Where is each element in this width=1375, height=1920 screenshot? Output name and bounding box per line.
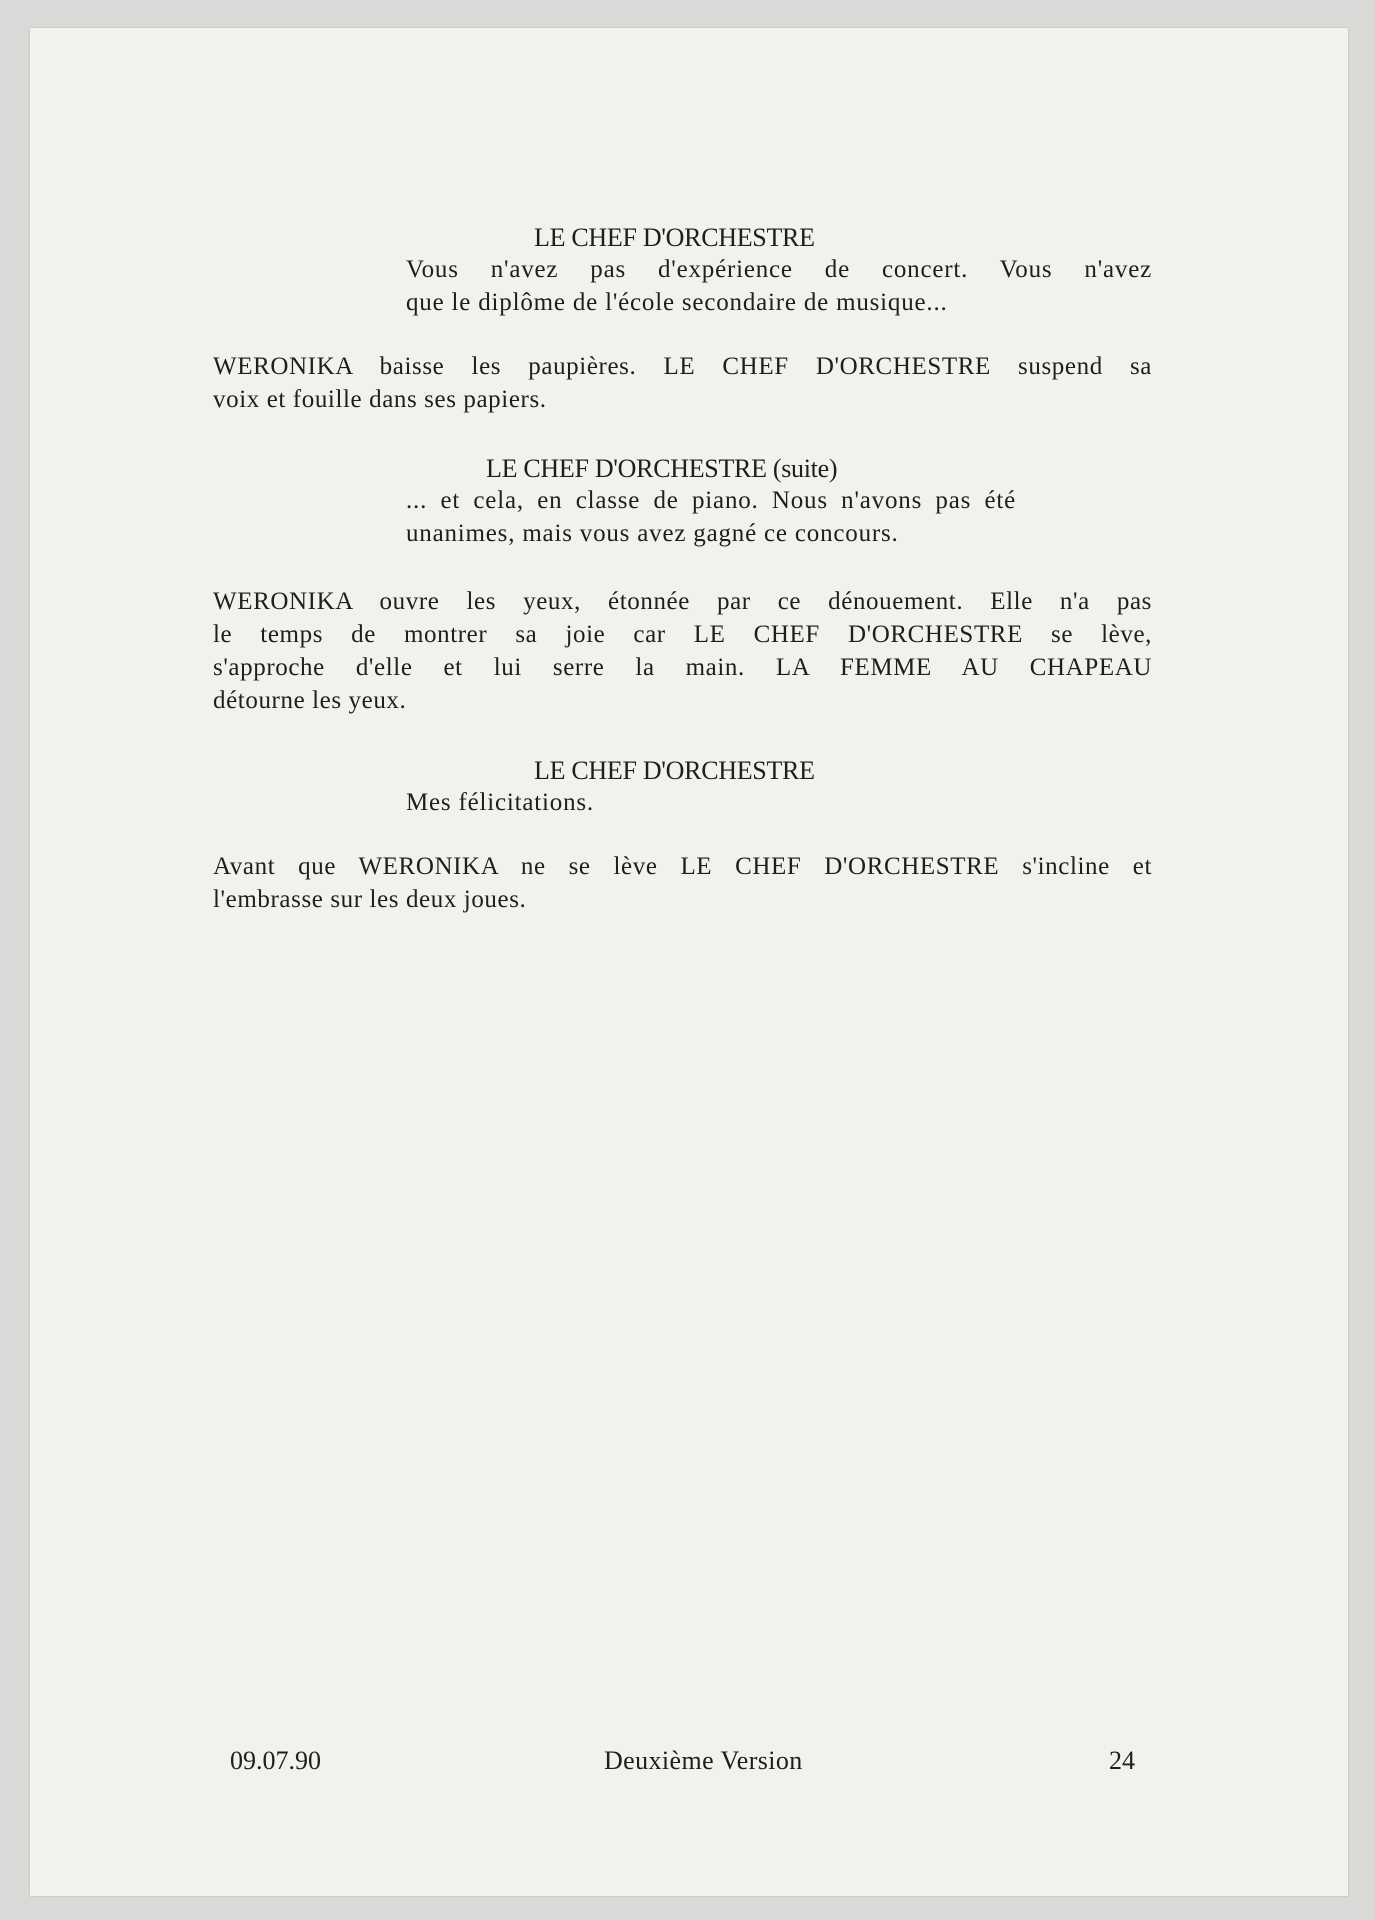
action-block (213, 350, 1152, 416)
dialogue-block (406, 253, 1152, 319)
dialogue-block (406, 786, 1152, 819)
paper-sheet (30, 28, 1348, 1896)
dialogue-block (406, 484, 1152, 550)
dialogue-line: Vous n'avez pas d'expérience de concert. Vous n'avez (406, 256, 1152, 283)
action-line: WERONIKA ouvre les yeux, étonnée par ce dénouement. Elle n'a pas (213, 588, 1152, 615)
action-line: le temps de montrer sa joie car LE CHEF D'ORCHESTRE se lève, (213, 621, 1152, 648)
action-block (213, 850, 1152, 916)
dialogue-line: ... et cela, en classe de piano. Nous n'avons pas été (406, 487, 1016, 514)
action-line: voix et fouille dans ses papiers. (213, 386, 547, 413)
speaker-name: LE CHEF D'ORCHESTRE (534, 756, 815, 785)
dialogue-line: que le diplôme de l'école secondaire de musique... (406, 289, 948, 316)
action-line: WERONIKA baisse les paupières. LE CHEF D'ORCHESTRE suspend sa (213, 353, 1152, 380)
script-page (30, 28, 1348, 1896)
footer-version: Deuxième Version (604, 1746, 803, 1775)
speaker-name: LE CHEF D'ORCHESTRE (suite) (486, 454, 838, 483)
action-line: l'embrasse sur les deux joues. (213, 886, 527, 913)
action-line: s'approche d'elle et lui serre la main. LA FEMME AU CHAPEAU (213, 654, 1152, 681)
dialogue-line: Mes félicitations. (406, 789, 594, 816)
action-line: détourne les yeux. (213, 687, 407, 714)
action-line: Avant que WERONIKA ne se lève LE CHEF D'ORCHESTRE s'incline et (213, 853, 1152, 880)
page-number: 24 (1109, 1746, 1135, 1775)
action-block (213, 585, 1152, 717)
speaker-name: LE CHEF D'ORCHESTRE (534, 223, 815, 252)
footer-date: 09.07.90 (230, 1746, 321, 1775)
dialogue-line: unanimes, mais vous avez gagné ce concours. (406, 520, 899, 547)
